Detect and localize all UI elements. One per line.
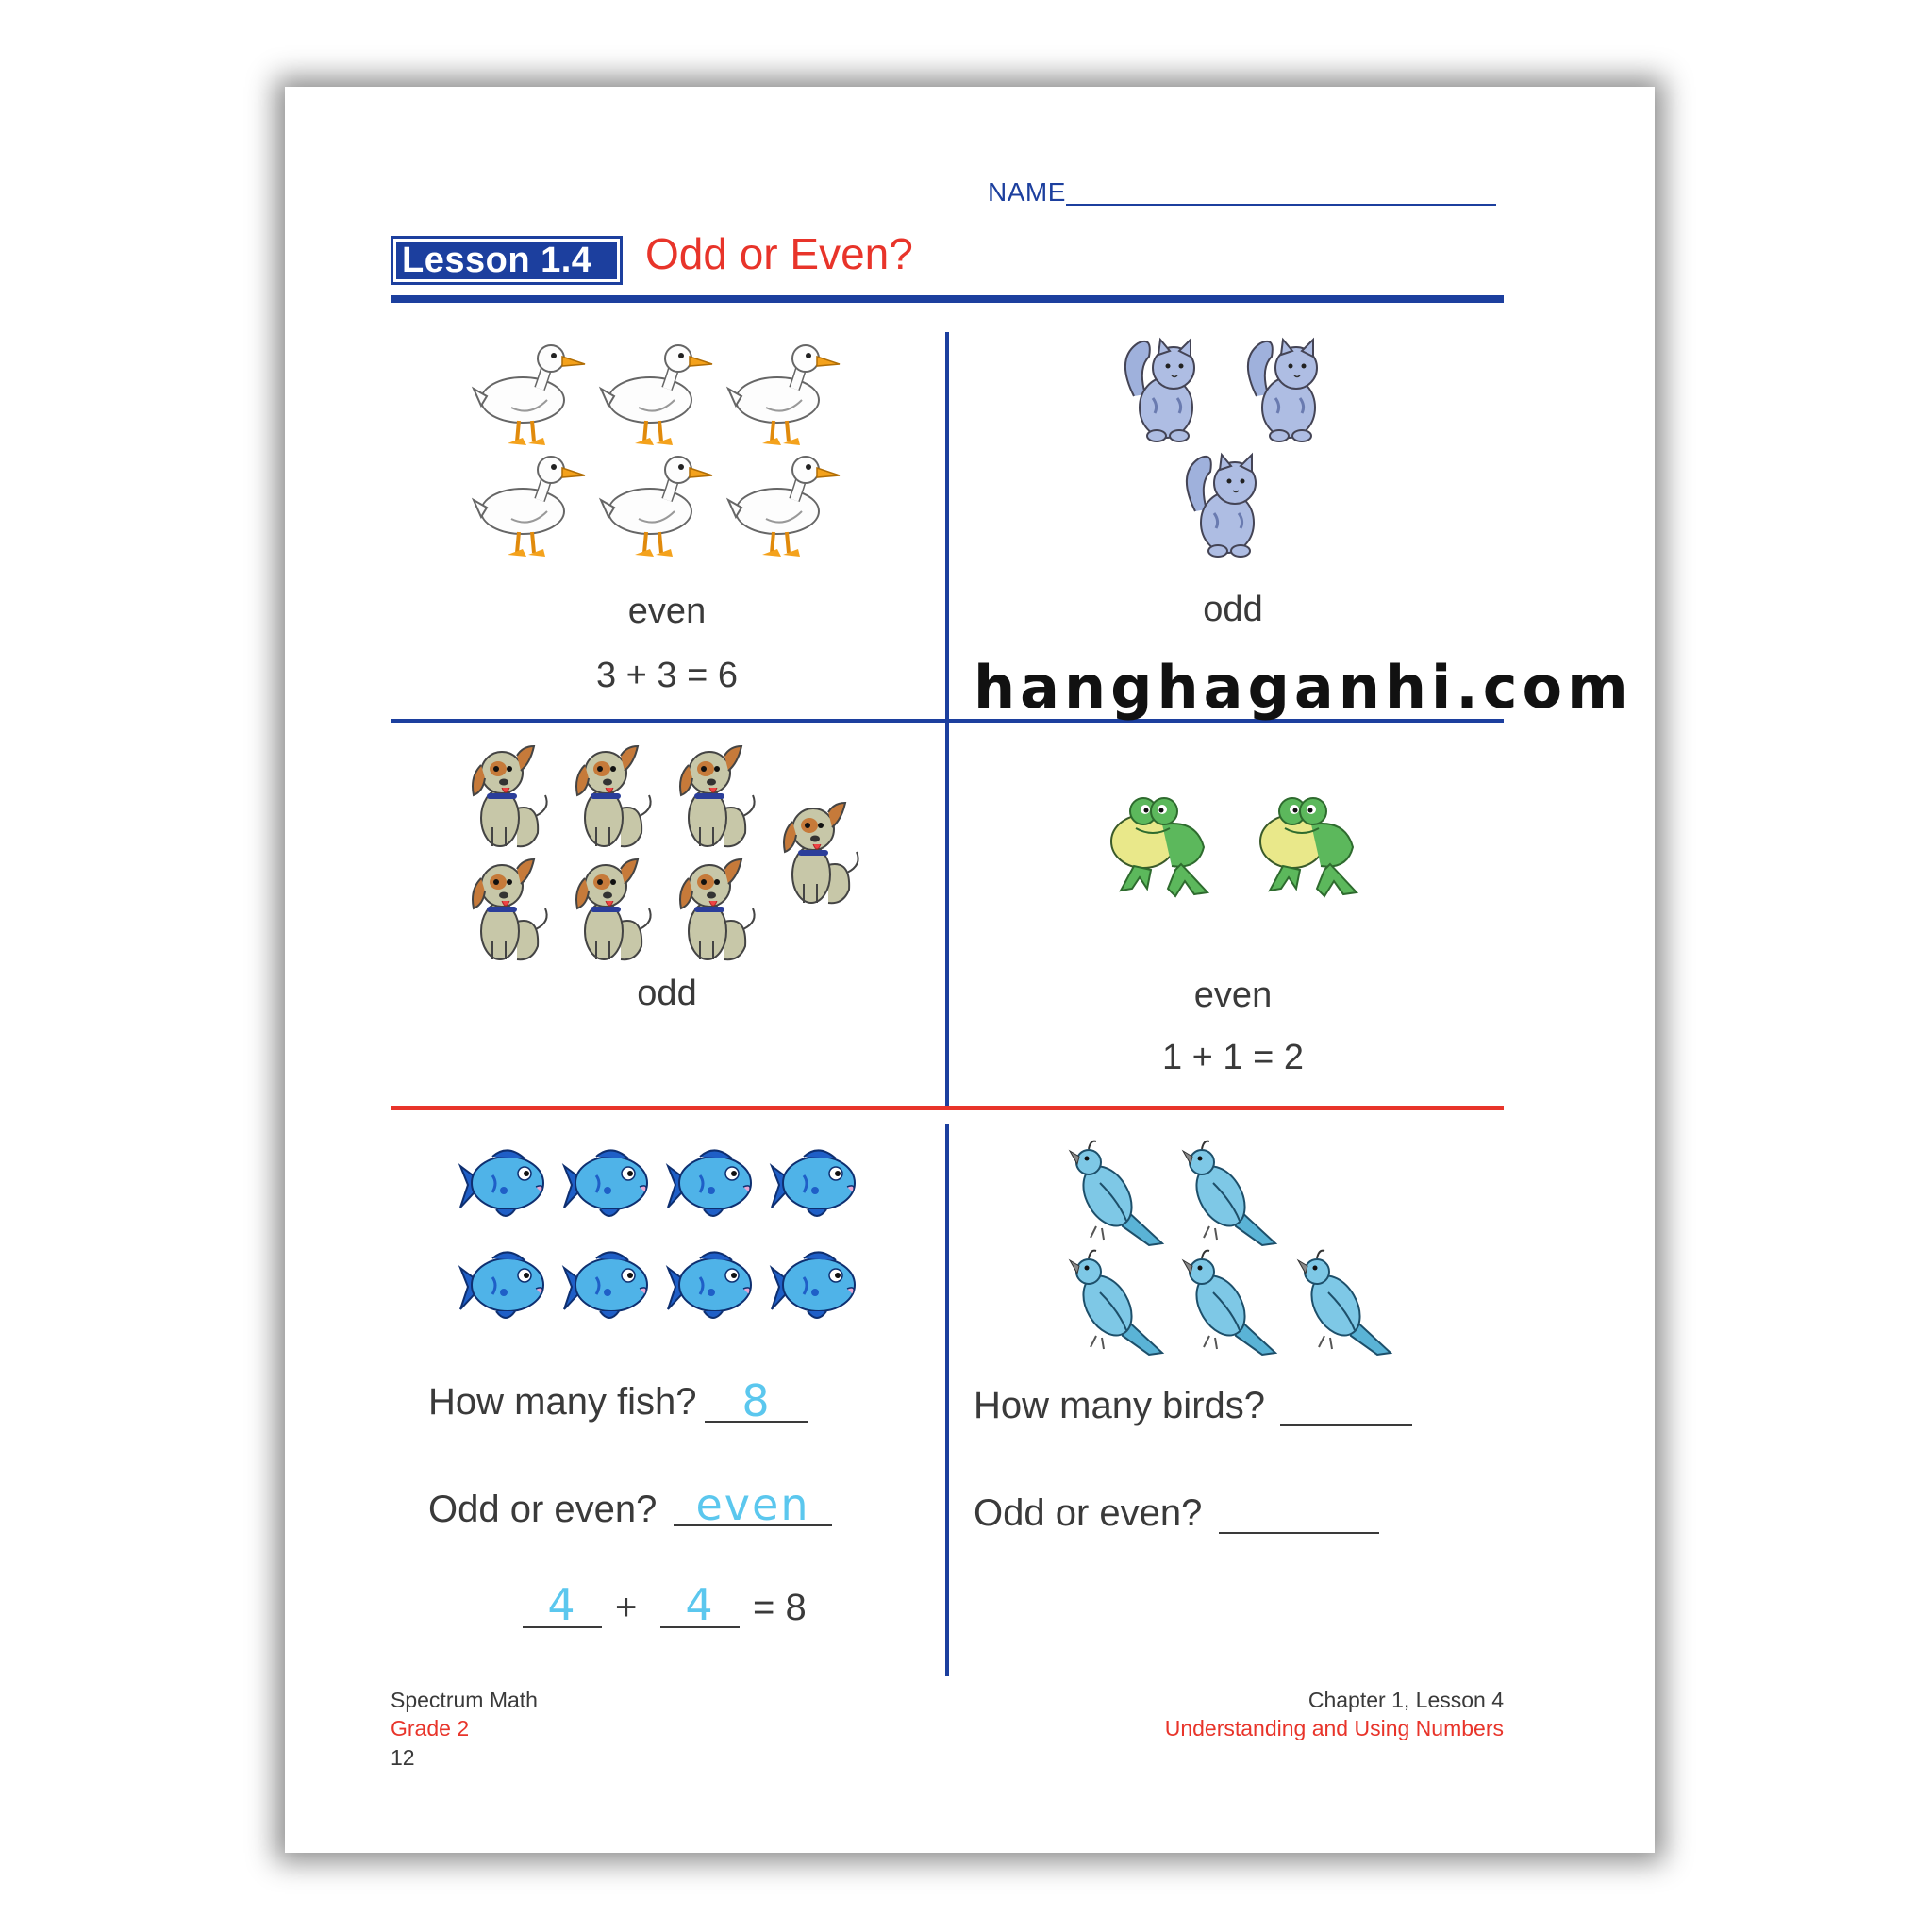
bird: [1183, 1251, 1275, 1355]
cat: [1187, 455, 1256, 557]
example4-label: even: [1193, 975, 1273, 1015]
fish: [460, 1252, 543, 1318]
bird: [1070, 1141, 1162, 1245]
duck: [474, 457, 585, 557]
example1-equation: 3 + 3 = 6: [595, 656, 738, 695]
birds-group: [1057, 1136, 1396, 1362]
fish: [564, 1150, 647, 1216]
birds-parity-blank[interactable]: [1219, 1492, 1379, 1534]
fish-addend2-answer: 4: [685, 1579, 715, 1630]
cat: [1248, 340, 1317, 441]
example1-label: even: [627, 591, 707, 631]
watermark: hanghaganhi.com: [974, 653, 1633, 722]
dogs-group: [464, 742, 860, 964]
divider-examples-exercises: [391, 1106, 1504, 1110]
lesson-badge-text: Lesson 1.4: [402, 241, 592, 280]
dog: [576, 859, 651, 959]
worksheet-page: [285, 87, 1655, 1853]
frog: [1260, 798, 1357, 896]
fish-group: [455, 1134, 879, 1351]
divider-vertical-bottom: [945, 1124, 949, 1676]
dog: [784, 803, 858, 903]
footer-page-number: 12: [391, 1745, 415, 1770]
dog: [576, 746, 651, 846]
fish-equals-sum: = 8: [753, 1587, 807, 1628]
footer-book-title: Spectrum Math: [391, 1688, 538, 1712]
header-rule: [391, 295, 1504, 303]
fish: [460, 1150, 543, 1216]
fish: [668, 1150, 751, 1216]
cats-group: [1115, 340, 1379, 566]
birds-count-question: How many birds?: [974, 1385, 1266, 1426]
duck: [474, 345, 585, 445]
dog: [680, 746, 755, 846]
example4-equation: 1 + 1 = 2: [1161, 1038, 1304, 1077]
duck: [601, 345, 712, 445]
ducks-group: [474, 341, 851, 568]
example2-label: odd: [1203, 590, 1263, 629]
fish-plus: +: [615, 1587, 638, 1628]
dog: [473, 859, 547, 959]
birds-parity-question: Odd or even?: [974, 1492, 1203, 1534]
fish: [772, 1150, 855, 1216]
dog: [473, 746, 547, 846]
cat: [1125, 340, 1194, 441]
dog: [680, 859, 755, 959]
fish-addend1-answer: 4: [547, 1579, 577, 1630]
fish: [772, 1252, 855, 1318]
example3-label: odd: [637, 974, 697, 1013]
duck: [728, 457, 840, 557]
frog: [1111, 798, 1208, 896]
bird: [1070, 1251, 1162, 1355]
bird: [1183, 1141, 1275, 1245]
frogs-group: [1096, 785, 1379, 908]
bird: [1298, 1251, 1391, 1355]
name-label: NAME: [988, 177, 1066, 207]
fish: [564, 1252, 647, 1318]
duck: [728, 345, 840, 445]
fish-parity-answer: even: [695, 1479, 810, 1530]
duck: [601, 457, 712, 557]
fish-count-question: How many fish?: [428, 1381, 697, 1423]
fish-parity-question: Odd or even?: [428, 1489, 658, 1530]
birds-count-blank[interactable]: [1280, 1385, 1412, 1426]
fish: [668, 1252, 751, 1318]
name-input-line[interactable]: [1066, 204, 1496, 206]
footer-grade: Grade 2: [391, 1716, 470, 1740]
fish-count-answer: 8: [741, 1375, 772, 1426]
lesson-title: Odd or Even?: [645, 229, 913, 278]
footer-unit: Understanding and Using Numbers: [1164, 1716, 1504, 1740]
footer-chapter: Chapter 1, Lesson 4: [1307, 1688, 1504, 1712]
